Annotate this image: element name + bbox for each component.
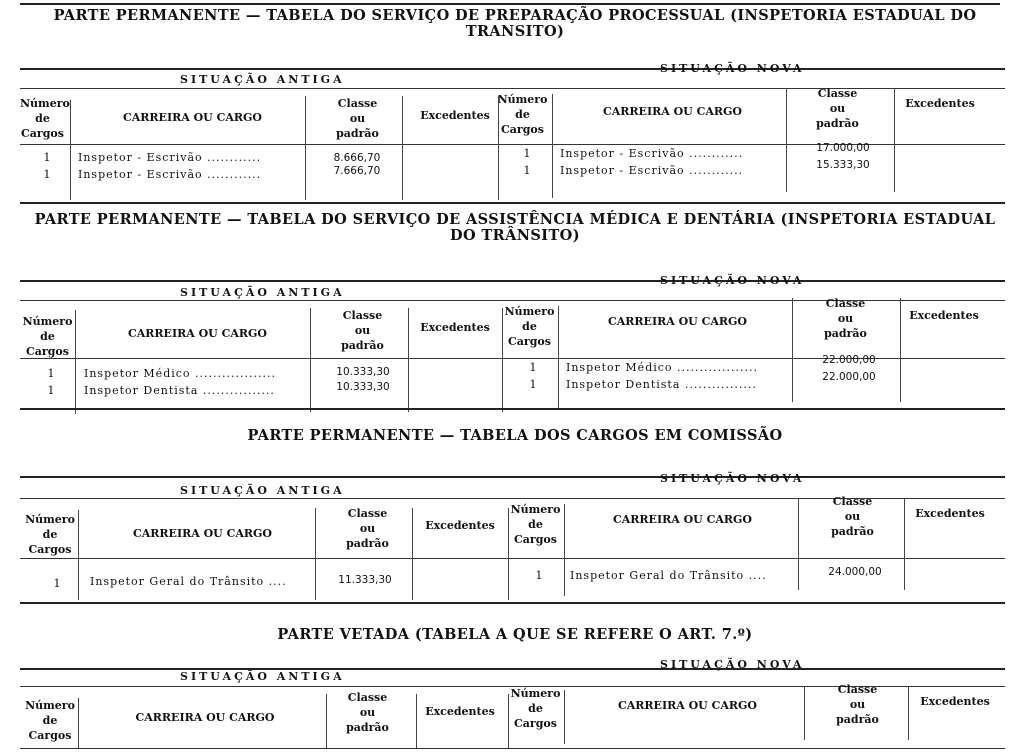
numero-cargos-header: Número de Cargos [25,513,75,556]
situacao-antiga-label: SITUAÇÃO ANTIGA [180,286,345,299]
table-title: PARTE PERMANENTE — TABELA DOS CARGOS EM COMISSÃO [247,427,783,444]
table-title: PARTE PERMANENTE — TABELA DO SERVIÇO DE PREPARAÇÃO PROCESSUAL (INSPETORIA ESTADUAL DO TRANSITO) [53,7,977,40]
table-row: 1 Inspetor Médico .................. 10.333,30 1 Inspetor Médico .................. 22.000,00 [47,354,876,380]
carreira-header-new: CARREIRA OU CARGO [612,513,753,526]
excedentes-header: Excedentes [425,705,495,718]
numero-cargos-header-new: Número de Cargos [510,687,561,730]
situacao-nova-label: SITUAÇÃO NOVA [660,62,805,75]
classe-header: Classe ou padrão [336,97,379,140]
numero-cargos-header: Número de Cargos [25,699,75,742]
situacao-nova-label: SITUAÇÃO NOVA [660,274,805,287]
top-rule [20,3,1000,5]
classe-header: Classe ou padrão [346,507,389,550]
classe-header: Classe ou padrão [341,309,384,352]
situacao-antiga-label: SITUAÇÃO ANTIGA [180,670,345,683]
numero-cargos-header-new: Número de Cargos [510,503,561,546]
numero-cargos-header: Número de Cargos [22,315,73,358]
table-cargos-comissao [20,456,1005,606]
classe-header: Classe ou padrão [346,691,389,734]
situacao-antiga-label: SITUAÇÃO ANTIGA [180,484,345,497]
table-assistencia-medica [20,258,1005,418]
excedentes-header: Excedentes [420,321,490,334]
excedentes-header-new: Excedentes [909,309,979,322]
excedentes-header: Excedentes [420,109,490,122]
numero-cargos-header-new: Número de Cargos [504,305,555,348]
table-row: 1 Inspetor - Escrivão ............ 7.666,70 1 Inspetor - Escrivão ............ 15.333,30 [43,159,870,181]
excedentes-header: Excedentes [425,519,495,532]
situacao-antiga-label: SITUAÇÃO ANTIGA [180,73,345,86]
classe-header-new: Classe ou padrão [816,87,859,130]
classe-header-new: Classe ou padrão [831,495,874,538]
classe-header-new: Classe ou padrão [836,683,879,726]
excedentes-header-new: Excedentes [905,97,975,110]
carreira-header: CARREIRA OU CARGO [135,711,275,724]
situacao-nova-label: SITUAÇÃO NOVA [660,472,805,485]
table-parte-vetada [20,650,1005,753]
column-headers [20,683,1005,744]
table-preparacao-processual [20,46,1005,206]
carreira-header-new: CARREIRA OU CARGO [617,699,758,712]
classe-header-new: Classe ou padrão [824,297,867,340]
situacao-nova-label: SITUAÇÃO NOVA [660,658,805,671]
excedentes-header-new: Excedentes [915,507,985,520]
table-row: 1 Inspetor - Escrivão ............ 8.666,70 1 Inspetor - Escrivão ............ 17.000,00 [43,142,870,164]
table-title: PARTE PERMANENTE — TABELA DO SERVIÇO DE ASSISTÊNCIA MÉDICA E DENTÁRIA (INSPETORIA ESTADUAL DO TRÂNSITO) [34,211,996,244]
numero-cargos-header: Número de Cargos [20,97,70,140]
table-row: 1 Inspetor Geral do Trânsito .... 11.333,30 1 Inspetor Geral do Trânsito .... 24.000,00 [53,566,882,590]
table-title: PARTE VETADA (TABELA A QUE SE REFERE O ART. 7.º) [277,626,753,643]
carreira-header-new: CARREIRA OU CARGO [602,105,743,118]
column-headers [20,495,1005,558]
table-row: 1 Inspetor Dentista ................ 10.333,30 1 Inspetor Dentista ................ 22.000,00 [47,371,876,397]
numero-cargos-header-new: Número de Cargos [497,93,548,136]
carreira-header: CARREIRA OU CARGO [127,327,268,340]
carreira-header: CARREIRA OU CARGO [132,527,273,540]
carreira-header-new: CARREIRA OU CARGO [607,315,748,328]
carreira-header: CARREIRA OU CARGO [122,111,263,124]
excedentes-header-new: Excedentes [920,695,990,708]
